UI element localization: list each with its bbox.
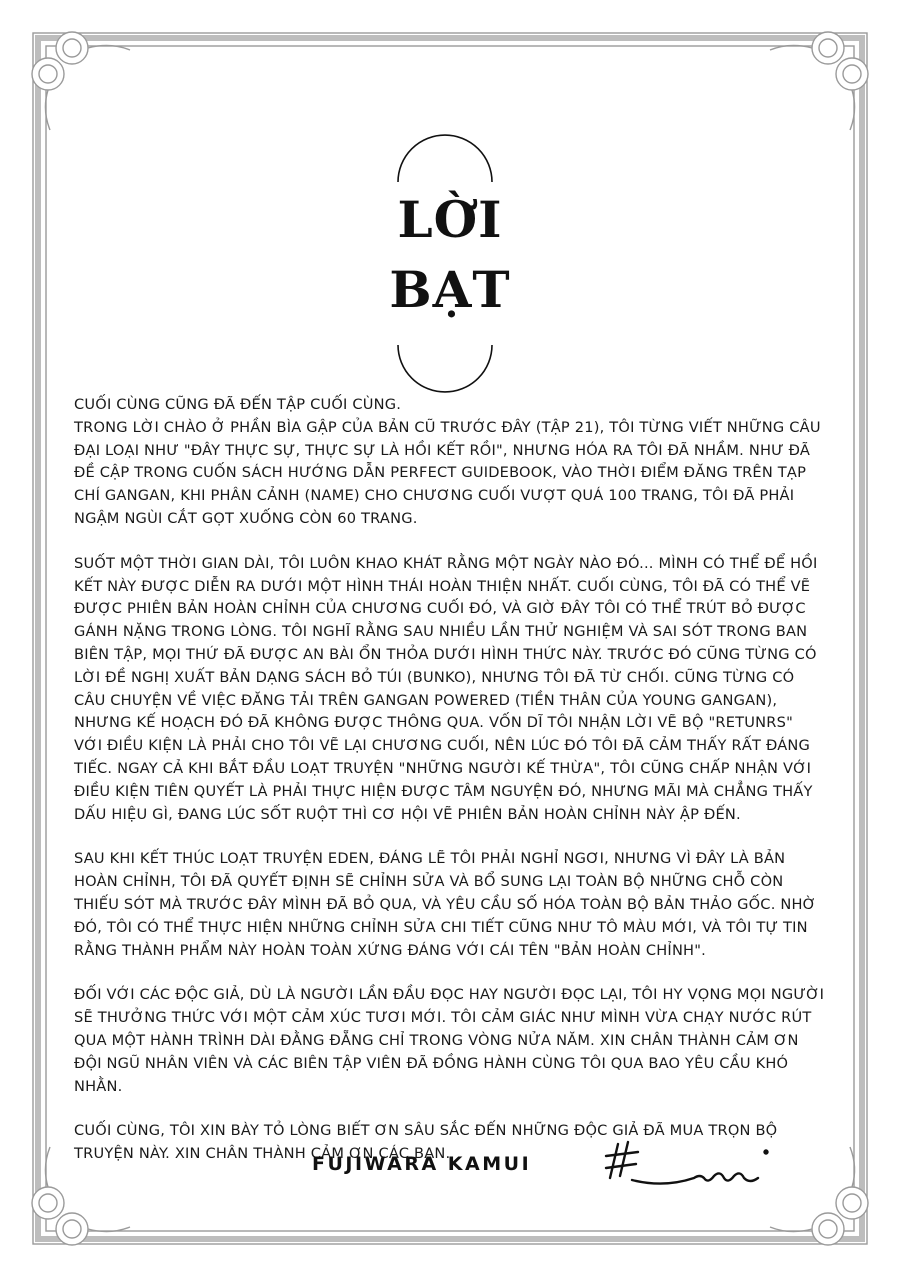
page-title-line-1: LỜI	[397, 190, 503, 249]
paragraph-2: SUỐT MỘT THỜI GIAN DÀI, TÔI LUÔN KHAO KHÁT RẰNG MỘT NGÀY NÀO ĐÓ... MÌNH CÓ THỂ ĐỂ HỒI KẾT NÀY ĐƯỢC DIỄN RA DƯỚI MỘT HÌNH THÁI HOÀN THIỆN NHẤT. CUỐI CÙNG, TÔI ĐÃ CÓ THỂ VẼ ĐƯỢC PHIÊN BẢN HOÀN CHỈNH CỦA CHƯƠNG CUỐI ĐÓ, VÀ GIỜ ĐÂY TÔI CÓ THỂ TRÚT BỎ ĐƯỢC GÁNH NẶNG TRONG LÒNG. TÔI NGHĨ RẰNG SAU NHIỀU LẦN THỬ NGHIỆM VÀ SAI SÓT TRONG BAN BIÊN TẬP, MỌI THỨ ĐÃ ĐƯỢC AN BÀI ỔN THỎA DƯỚI HÌNH THỨC NÀY. TRƯỚC ĐÓ CŨNG TỪNG CÓ LỜI ĐỀ NGHỊ XUẤT BẢN DẠNG SÁCH BỎ TÚI (BUNKO), NHƯNG TÔI ĐÃ TỪ CHỐI. CŨNG TỪNG CÓ CÂU CHUYỆN VỀ VIỆC ĐĂNG TẢI TRÊN GANGAN POWERED (TIỀN THÂN CỦA YOUNG GANGAN), NHƯNG KẾ HOẠCH ĐÓ ĐÃ KHÔNG ĐƯỢC THÔNG QUA. VỐN DĨ TÔI NHẬN LỜI VẼ BỘ "RETUNRS" VỚI ĐIỀU KIỆN LÀ PHẢI CHO TÔI VẼ LẠI CHƯƠNG CUỐI, NÊN LÚC ĐÓ TÔI ĐÃ CẢM THẤY RẤT ĐÁNG TIẾC. NGAY CẢ KHI BẮT ĐẦU LOẠT TRUYỆN "NHỮNG NGƯỜI KẾ THỪA", TÔI CŨNG CHẤP NHẬN VỚI ĐIỀU KIỆN TIÊN QUYẾT LÀ PHẢI THỰC HIỆN ĐƯỢC TÂM NGUYỆN ĐÓ, NHƯNG MÃI MÀ CHẲNG THẤY DẤU HIỆU GÌ, ĐANG LÚC SỐT RUỘT THÌ CƠ HỘI VẼ PHIÊN BẢN HOÀN CHỈNH NÀY ẬP ĐẾN.	[74, 554, 818, 823]
afterword-body	[74, 394, 826, 1188]
page-title-line-2: BẠT	[389, 260, 511, 319]
author-name: FUJIWARA KAMUI	[312, 1153, 532, 1175]
paragraph-3: SAU KHI KẾT THÚC LOẠT TRUYỆN EDEN, ĐÁNG LẼ TÔI PHẢI NGHỈ NGƠI, NHƯNG VÌ ĐÂY LÀ BẢN HOÀN CHỈNH, TÔI ĐÃ QUYẾT ĐỊNH SẼ CHỈNH SỬA VÀ BỔ SUNG LẠI TOÀN BỘ NHỮNG CHỖ CÒN THIẾU SÓT MÀ TRƯỚC ĐÂY MÌNH ĐÃ BỎ QUA, VÀ YÊU CẦU SỐ HÓA TOÀN BỘ BẢN THẢO GỐC. NHỜ ĐÓ, TÔI CÓ THỂ THỰC HIỆN NHỮNG CHỈNH SỬA CHI TIẾT CŨNG NHƯ TÔ MÀU MỚI, VÀ TÔI TỰ TIN RẰNG THÀNH PHẨM NÀY HOÀN TOÀN XỨNG ĐÁNG VỚI CÁI TÊN "BẢN HOÀN CHỈNH".	[74, 850, 817, 959]
title-block	[0, 100, 900, 400]
paragraph-5: CUỐI CÙNG, TÔI XIN BÀY TỎ LÒNG BIẾT ƠN SÂU SẮC ĐẾN NHỮNG ĐỘC GIẢ ĐÃ MUA TRỌN BỘ TRUYỆN NÀY. XIN CHÂN THÀNH CẢM ƠN CÁC BẠN.	[74, 1122, 778, 1163]
handwritten-signature	[604, 1138, 774, 1198]
paragraph-1: CUỐI CÙNG CŨNG ĐÃ ĐẾN TẬP CUỐI CÙNG. TRONG LỜI CHÀO Ở PHẦN BÌA GẬP CỦA BẢN CŨ TRƯỚC ĐÂY (TẬP 21), TÔI TỪNG VIẾT NHỮNG CÂU ĐẠI LOẠI NHƯ "ĐÂY THỰC SỰ, THỰC SỰ LÀ HỒI KẾT RỒI", NHƯNG HÓA RA TÔI ĐÃ NHẦM. NHƯ ĐÃ ĐỀ CẬP TRONG CUỐN SÁCH HƯỚNG DẪN PERFECT GUIDEBOOK, VÀO THỜI ĐIỂM ĐĂNG TRÊN TẠP CHÍ GANGAN, KHI PHÂN CẢNH (NAME) CHO CHƯƠNG CUỐI VƯỢT QUÁ 100 TRANG, TÔI ĐÃ PHẢI NGẬM NGÙI CẮT GỌT XUỐNG CÒN 60 TRANG.	[74, 396, 821, 527]
paragraph-4: ĐỐI VỚI CÁC ĐỘC GIẢ, DÙ LÀ NGƯỜI LẦN ĐẦU ĐỌC HAY NGƯỜI ĐỌC LẠI, TÔI HY VỌNG MỌI NGƯỜI SẼ THƯỞNG THỨC VỚI MỘT CẢM XÚC TƯƠI MỚI. TÔI CẢM GIÁC NHƯ MÌNH VỪA CHẠY NƯỚC RÚT QUA MỘT HÀNH TRÌNH DÀI ĐẰNG ĐẴNG CHỈ TRONG VÒNG NỬA NĂM. XIN CHÂN THÀNH CẢM ƠN ĐỘI NGŨ NHÂN VIÊN VÀ CÁC BIÊN TẬP VIÊN ĐÃ ĐỒNG HÀNH CÙNG TÔI QUA BAO YÊU CẦU KHÓ NHẰN.	[74, 986, 825, 1095]
author-signature-block	[312, 1150, 772, 1200]
